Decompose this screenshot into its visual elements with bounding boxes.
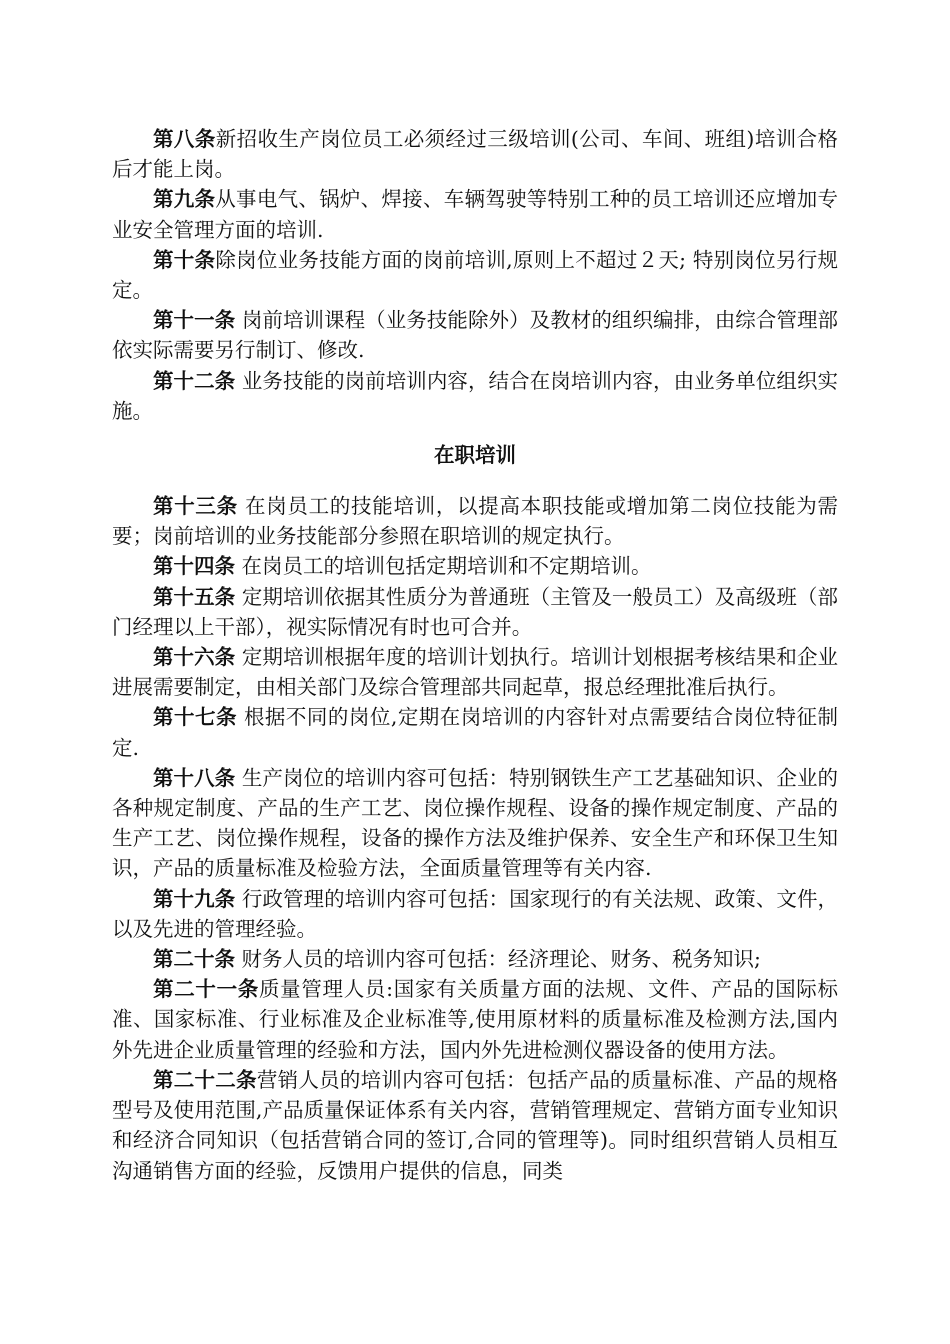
article-label: 第十七条 — [153, 705, 237, 730]
article-21 — [112, 974, 838, 1065]
article-label: 第二十条 — [153, 947, 235, 972]
article-text: 行政管理的培训内容可包括：国家现行的有关法规、政策、文件，以及先进的管理经验。 — [112, 886, 839, 941]
article-9 — [112, 184, 838, 244]
article-label: 第十五条 — [153, 584, 236, 609]
article-22 — [112, 1065, 838, 1186]
article-label: 第二十二条 — [153, 1067, 257, 1092]
article-11 — [112, 305, 838, 365]
article-15 — [112, 582, 838, 642]
article-label: 第二十一条 — [153, 977, 259, 1002]
article-text: 质量管理人员:国家有关质量方面的法规、文件、产品的国际标准、国家标准、行业标准及企业标准等,使用原材料的质量标准及检测方法,国内外先进企业质量管理的经验和方法，国内外先进检测仪器设备的使用方法。 — [112, 977, 838, 1062]
article-label: 第十四条 — [153, 554, 235, 579]
article-text: 定期培训根据年度的培训计划执行。培训计划根据考核结果和企业进展需要制定，由相关部门及综合管理部共同起草，报总经理批准后执行。 — [112, 645, 839, 700]
document-page — [112, 124, 838, 1186]
article-text: 根据不同的岗位,定期在岗培训的内容针对点需要结合岗位特征制定. — [112, 705, 839, 760]
article-text: 在岗员工的技能培训，以提高本职技能或增加第二岗位技能为需要；岗前培训的业务技能部分参照在职培训的规定执行。 — [112, 494, 839, 549]
article-18 — [112, 763, 838, 884]
article-13 — [112, 491, 838, 551]
article-text: 生产岗位的培训内容可包括：特别钢铁生产工艺基础知识、企业的各种规定制度、产品的生产工艺、岗位操作规程、设备的操作规定制度、产品的生产工艺、岗位操作规程，设备的操作方法及维护保养、安全生产和环保卫生知识，产品的质量标准及检验方法，全面质量管理等有关内容. — [112, 765, 839, 881]
article-label: 第九条 — [153, 187, 216, 212]
article-16 — [112, 642, 838, 702]
article-label: 第八条 — [153, 127, 216, 151]
article-text: 财务人员的培训内容可包括：经济理论、财务、税务知识; — [235, 947, 761, 972]
article-19 — [112, 884, 838, 944]
article-text: 营销人员的培训内容可包括：包括产品的质量标准、产品的规格型号及使用范围,产品质量保证体系有关内容，营销管理规定、营销方面专业知识和经济合同知识（包括营销合同的签订,合同的管理等)。同时组织营销人员相互沟通销售方面的经验，反馈用户提供的信息，同类 — [112, 1067, 838, 1183]
article-20 — [112, 944, 838, 974]
article-label: 第十九条 — [153, 886, 236, 911]
article-text: 新招收生产岗位员工必须经过三级培训(公司、车间、班组)培训合格后才能上岗。 — [112, 127, 838, 182]
article-text: 定期培训依据其性质分为普通班（主管及一般员工）及高级班（部门经理以上干部），视实际情况有时也可合并。 — [112, 584, 839, 639]
article-label: 第十三条 — [153, 494, 238, 519]
article-label: 第十六条 — [153, 645, 236, 670]
article-text: 业务技能的岗前培训内容，结合在岗培训内容，由业务单位组织实施。 — [112, 368, 839, 423]
article-label: 第十一条 — [153, 308, 236, 333]
article-10 — [112, 245, 838, 305]
article-text: 岗前培训课程（业务技能除外）及教材的组织编排，由综合管理部依实际需要另行制订、修改. — [112, 308, 839, 363]
article-14 — [112, 551, 838, 581]
article-17 — [112, 702, 838, 762]
article-label: 第十条 — [153, 247, 216, 272]
article-label: 第十二条 — [153, 368, 236, 393]
article-text: 除岗位业务技能方面的岗前培训,原则上不超过２天; 特别岗位另行规定。 — [112, 247, 838, 303]
article-8 — [112, 124, 838, 184]
article-text: 从事电气、锅炉、焊接、车辆驾驶等特别工种的员工培训还应增加专业安全管理方面的培训. — [112, 187, 838, 242]
section-heading: 在职培训 — [434, 443, 516, 468]
article-text: 在岗员工的培训包括定期培训和不定期培训。 — [235, 554, 652, 579]
article-label: 第十八条 — [153, 765, 236, 790]
article-12 — [112, 366, 838, 426]
